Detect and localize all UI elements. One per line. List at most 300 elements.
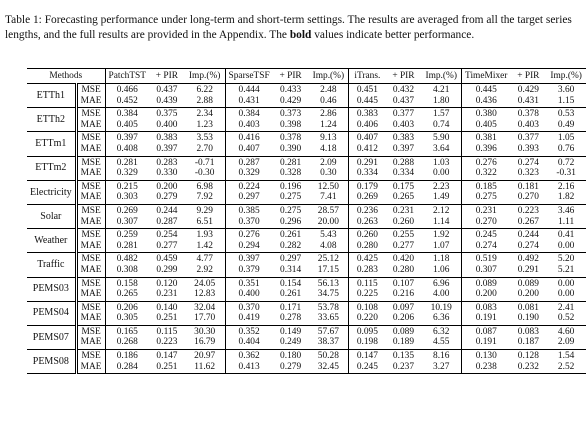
- cell-itrans-imp: 1.92: [433, 230, 450, 241]
- cell-timemixer-base: 0.245: [462, 229, 511, 241]
- metric-name: MAE: [76, 241, 105, 253]
- cell-timemixer-base: 0.405: [462, 120, 511, 132]
- pir-header-itrans: + PIR: [386, 69, 422, 84]
- cell-itrans-imp: 3.64: [421, 144, 461, 156]
- group-header-sparsetsf: SparseTSF: [225, 69, 273, 84]
- cell-sparsetsf-pir: 0.261: [273, 289, 309, 301]
- cell-sparsetsf-imp: 2.86: [320, 109, 337, 120]
- cell-sparsetsf-imp: 2.48: [320, 85, 337, 95]
- cell-itrans-imp: 1.14: [421, 217, 461, 229]
- cell-timemixer-base: 0.445: [462, 84, 511, 96]
- cell-sparsetsf-pir: 0.314: [273, 265, 309, 277]
- cell-sparsetsf-base: 0.403: [225, 120, 273, 132]
- caption-text-start: Table 1: Forecasting performance under long-term and short-term settings. The results are averaged from all the target series lengths, and the full results are provided in the Appendix. The: [5, 14, 572, 41]
- cell-patchtst-pir: 0.251: [149, 362, 185, 374]
- cell-itrans-imp: 10.19: [430, 302, 452, 313]
- cell-timemixer-imp: 0.00: [546, 241, 586, 253]
- cell-timemixer-pir: 0.081: [517, 302, 539, 313]
- cell-itrans-imp: 1.80: [421, 96, 461, 108]
- imp-header-itrans: Imp.(%): [421, 69, 461, 84]
- cell-patchtst-pir: 0.244: [156, 205, 178, 216]
- metric-name: MAE: [76, 217, 105, 229]
- cell-itrans-imp: 1.03: [433, 157, 450, 168]
- cell-timemixer-imp: 5.21: [546, 265, 586, 277]
- cell-timemixer-base: 0.274: [462, 241, 511, 253]
- table-row: [27, 96, 586, 108]
- cell-itrans-pir: 0.280: [386, 265, 422, 277]
- cell-timemixer-base: 0.275: [462, 192, 511, 204]
- table-row: [27, 289, 586, 301]
- cell-patchtst-imp: 4.77: [196, 254, 213, 265]
- cell-patchtst-imp: 3.53: [196, 133, 213, 144]
- cell-sparsetsf-imp: 20.00: [309, 217, 349, 229]
- imp-header-patchtst: Imp.(%): [185, 69, 225, 84]
- cell-sparsetsf-pir: 0.275: [280, 205, 302, 216]
- cell-sparsetsf-imp: 34.75: [309, 289, 349, 301]
- dataset-name: Solar: [27, 204, 76, 228]
- cell-patchtst-base: 0.165: [105, 325, 149, 337]
- cell-timemixer-pir: 0.270: [510, 192, 546, 204]
- cell-sparsetsf-base: 0.379: [225, 265, 273, 277]
- cell-timemixer-base: 0.185: [462, 180, 511, 192]
- cell-itrans-imp: 4.00: [421, 289, 461, 301]
- header-row: [27, 69, 586, 84]
- cell-patchtst-pir: 0.400: [149, 120, 185, 132]
- metric-name: MAE: [76, 289, 105, 301]
- table-row: [27, 108, 586, 120]
- metric-name: MSE: [76, 301, 105, 313]
- table-row: [27, 168, 586, 180]
- table-row: [27, 325, 586, 337]
- cell-itrans-imp: 4.21: [433, 85, 450, 95]
- cell-itrans-imp: 0.00: [421, 168, 461, 180]
- dataset-name: ETTm2: [27, 156, 76, 180]
- cell-patchtst-base: 0.281: [105, 241, 149, 253]
- table-row: [27, 180, 586, 192]
- cell-sparsetsf-imp: 7.41: [309, 192, 349, 204]
- dataset-name: ETTh1: [27, 84, 76, 108]
- cell-patchtst-pir: 0.375: [156, 109, 178, 120]
- cell-sparsetsf-base: 0.404: [225, 337, 273, 349]
- cell-timemixer-imp: 0.41: [557, 230, 575, 241]
- cell-patchtst-imp: 2.34: [196, 109, 213, 120]
- cell-patchtst-imp: -0.30: [185, 168, 225, 180]
- cell-timemixer-base: 0.087: [462, 325, 511, 337]
- cell-timemixer-imp: 2.09: [546, 337, 586, 349]
- cell-sparsetsf-imp: 17.15: [309, 265, 349, 277]
- metric-name: MAE: [76, 337, 105, 349]
- dataset-name: PEMS04: [27, 301, 76, 325]
- cell-patchtst-base: 0.408: [105, 144, 149, 156]
- cell-timemixer-base: 0.519: [462, 253, 511, 265]
- cell-timemixer-pir: 0.377: [517, 133, 539, 144]
- cell-patchtst-imp: 6.22: [196, 85, 213, 95]
- dataset-name: PEMS03: [27, 277, 76, 301]
- cell-sparsetsf-base: 0.362: [225, 350, 273, 362]
- cell-timemixer-base: 0.436: [462, 96, 511, 108]
- cell-itrans-base: 0.269: [349, 192, 386, 204]
- cell-timemixer-pir: 0.291: [510, 265, 546, 277]
- table-row: [27, 120, 586, 132]
- table-row: [27, 350, 586, 362]
- cell-timemixer-imp: 0.52: [546, 313, 586, 325]
- cell-sparsetsf-base: 0.413: [225, 362, 273, 374]
- cell-sparsetsf-pir: 0.282: [273, 241, 309, 253]
- cell-itrans-pir: 0.175: [392, 181, 414, 192]
- cell-itrans-imp: 1.18: [433, 254, 450, 265]
- cell-itrans-pir: 0.255: [392, 230, 414, 241]
- cell-timemixer-pir: 0.274: [517, 157, 539, 168]
- cell-sparsetsf-imp: 28.57: [317, 205, 339, 216]
- cell-itrans-base: 0.263: [349, 217, 386, 229]
- cell-sparsetsf-base: 0.416: [225, 132, 273, 144]
- cell-itrans-imp: 1.57: [433, 109, 450, 120]
- cell-itrans-base: 0.283: [349, 265, 386, 277]
- cell-sparsetsf-pir: 0.278: [273, 313, 309, 325]
- cell-sparsetsf-base: 0.444: [225, 84, 273, 96]
- cell-patchtst-base: 0.186: [105, 350, 149, 362]
- cell-sparsetsf-imp: 0.46: [309, 96, 349, 108]
- cell-sparsetsf-pir: 0.373: [280, 109, 302, 120]
- cell-itrans-pir: 0.216: [386, 289, 422, 301]
- cell-sparsetsf-imp: 57.67: [317, 326, 339, 337]
- cell-patchtst-imp: 2.92: [185, 265, 225, 277]
- cell-sparsetsf-imp: 5.43: [320, 230, 337, 241]
- metric-name: MSE: [76, 84, 105, 96]
- cell-timemixer-imp: 0.00: [546, 289, 586, 301]
- cell-sparsetsf-base: 0.419: [225, 313, 273, 325]
- cell-patchtst-pir: 0.120: [156, 278, 178, 289]
- cell-patchtst-imp: 2.88: [185, 96, 225, 108]
- cell-patchtst-imp: -0.71: [194, 157, 215, 168]
- dataset-name: ETTm1: [27, 132, 76, 156]
- table-row: [27, 241, 586, 253]
- results-table: [27, 68, 586, 374]
- cell-timemixer-imp: 4.60: [557, 326, 575, 337]
- metric-name: MSE: [76, 204, 105, 216]
- cell-timemixer-pir: 0.323: [510, 168, 546, 180]
- cell-patchtst-imp: 6.98: [196, 181, 213, 192]
- cell-itrans-pir: 0.277: [386, 241, 422, 253]
- cell-patchtst-pir: 0.283: [156, 157, 178, 168]
- cell-itrans-imp: 4.55: [421, 337, 461, 349]
- cell-itrans-base: 0.115: [349, 277, 386, 289]
- cell-patchtst-pir: 0.140: [156, 302, 178, 313]
- cell-sparsetsf-base: 0.224: [225, 180, 273, 192]
- group-header-patchtst: PatchTST: [105, 69, 149, 84]
- cell-timemixer-pir: 0.492: [517, 254, 539, 265]
- cell-timemixer-base: 0.231: [462, 204, 511, 216]
- cell-sparsetsf-pir: 0.279: [273, 362, 309, 374]
- cell-timemixer-imp: 5.20: [557, 254, 575, 265]
- table-row: [27, 132, 586, 144]
- cell-itrans-base: 0.412: [349, 144, 386, 156]
- cell-itrans-base: 0.407: [349, 132, 386, 144]
- pir-header-timemixer: + PIR: [510, 69, 546, 84]
- cell-sparsetsf-base: 0.384: [225, 108, 273, 120]
- cell-itrans-pir: 0.260: [386, 217, 422, 229]
- cell-itrans-base: 0.291: [349, 156, 386, 168]
- cell-itrans-imp: 6.36: [421, 313, 461, 325]
- cell-itrans-pir: 0.097: [392, 302, 414, 313]
- cell-timemixer-base: 0.191: [462, 313, 511, 325]
- cell-patchtst-base: 0.308: [105, 265, 149, 277]
- cell-timemixer-imp: 0.76: [546, 144, 586, 156]
- table-row: [27, 253, 586, 265]
- cell-patchtst-imp: 16.79: [185, 337, 225, 349]
- metric-name: MAE: [76, 144, 105, 156]
- cell-timemixer-base: 0.270: [462, 217, 511, 229]
- cell-sparsetsf-imp: 25.12: [317, 254, 339, 265]
- cell-sparsetsf-pir: 0.171: [280, 302, 302, 313]
- cell-sparsetsf-base: 0.407: [225, 144, 273, 156]
- cell-itrans-pir: 0.135: [392, 351, 414, 362]
- cell-timemixer-base: 0.200: [462, 289, 511, 301]
- table-row: [27, 362, 586, 374]
- table-row: [27, 277, 586, 289]
- cell-timemixer-imp: 0.49: [546, 120, 586, 132]
- dataset-name: PEMS07: [27, 325, 76, 349]
- cell-patchtst-base: 0.265: [105, 289, 149, 301]
- cell-timemixer-pir: 0.083: [517, 326, 539, 337]
- cell-itrans-pir: 0.334: [386, 168, 422, 180]
- cell-timemixer-pir: 0.429: [517, 85, 539, 95]
- metric-name: MSE: [76, 132, 105, 144]
- cell-patchtst-pir: 0.459: [156, 254, 178, 265]
- cell-sparsetsf-imp: 0.30: [309, 168, 349, 180]
- cell-patchtst-imp: 1.23: [185, 120, 225, 132]
- metric-name: MSE: [76, 350, 105, 362]
- group-header-timemixer: TimeMixer: [462, 69, 511, 84]
- cell-sparsetsf-base: 0.329: [225, 168, 273, 180]
- cell-patchtst-base: 0.206: [105, 301, 149, 313]
- metric-name: MAE: [76, 265, 105, 277]
- cell-patchtst-pir: 0.299: [149, 265, 185, 277]
- table-body: [27, 84, 586, 374]
- cell-patchtst-base: 0.482: [105, 253, 149, 265]
- cell-timemixer-imp: 2.16: [557, 181, 575, 192]
- cell-itrans-imp: 3.27: [421, 362, 461, 374]
- cell-sparsetsf-imp: 4.08: [309, 241, 349, 253]
- cell-patchtst-pir: 0.200: [156, 181, 178, 192]
- cell-patchtst-imp: 6.51: [185, 217, 225, 229]
- cell-patchtst-pir: 0.277: [149, 241, 185, 253]
- cell-itrans-imp: 1.06: [421, 265, 461, 277]
- cell-patchtst-base: 0.405: [105, 120, 149, 132]
- dataset-name: Weather: [27, 229, 76, 253]
- cell-patchtst-imp: 7.92: [185, 192, 225, 204]
- cell-itrans-imp: 2.12: [433, 205, 450, 216]
- cell-patchtst-pir: 0.115: [156, 326, 178, 337]
- cell-sparsetsf-imp: 1.24: [309, 120, 349, 132]
- cell-sparsetsf-pir: 0.261: [280, 230, 302, 241]
- cell-patchtst-base: 0.281: [105, 156, 149, 168]
- cell-sparsetsf-base: 0.276: [225, 229, 273, 241]
- cell-sparsetsf-pir: 0.180: [280, 351, 302, 362]
- cell-sparsetsf-pir: 0.281: [280, 157, 302, 168]
- cell-patchtst-imp: 1.42: [185, 241, 225, 253]
- cell-patchtst-base: 0.329: [105, 168, 149, 180]
- cell-patchtst-imp: 17.70: [185, 313, 225, 325]
- cell-sparsetsf-pir: 0.398: [273, 120, 309, 132]
- table-row: [27, 301, 586, 313]
- cell-patchtst-pir: 0.397: [149, 144, 185, 156]
- cell-timemixer-imp: 1.15: [546, 96, 586, 108]
- cell-sparsetsf-imp: 50.28: [317, 351, 339, 362]
- cell-sparsetsf-pir: 0.296: [273, 217, 309, 229]
- cell-timemixer-pir: 0.244: [517, 230, 539, 241]
- caption-text-end: values indicate better performance.: [311, 28, 475, 41]
- dataset-name: Electricity: [27, 180, 76, 204]
- cell-patchtst-pir: 0.279: [149, 192, 185, 204]
- metric-name: MAE: [76, 168, 105, 180]
- metric-name: MSE: [76, 253, 105, 265]
- cell-sparsetsf-pir: 0.378: [280, 133, 302, 144]
- cell-itrans-pir: 0.432: [392, 85, 414, 95]
- cell-timemixer-imp: 1.54: [557, 351, 575, 362]
- cell-sparsetsf-base: 0.287: [225, 156, 273, 168]
- cell-itrans-base: 0.147: [349, 350, 386, 362]
- cell-sparsetsf-pir: 0.297: [280, 254, 302, 265]
- cell-timemixer-imp: 2.41: [557, 302, 575, 313]
- cell-patchtst-base: 0.259: [105, 229, 149, 241]
- cell-patchtst-base: 0.215: [105, 180, 149, 192]
- cell-sparsetsf-imp: 33.65: [309, 313, 349, 325]
- cell-itrans-base: 0.445: [349, 96, 386, 108]
- cell-itrans-pir: 0.397: [386, 144, 422, 156]
- cell-itrans-pir: 0.189: [386, 337, 422, 349]
- metric-name: MAE: [76, 192, 105, 204]
- cell-patchtst-pir: 0.437: [156, 85, 178, 95]
- cell-itrans-base: 0.451: [349, 84, 386, 96]
- cell-itrans-pir: 0.265: [386, 192, 422, 204]
- cell-sparsetsf-pir: 0.390: [273, 144, 309, 156]
- cell-itrans-base: 0.383: [349, 108, 386, 120]
- cell-itrans-pir: 0.237: [386, 362, 422, 374]
- imp-header-timemixer: Imp.(%): [546, 69, 586, 84]
- cell-sparsetsf-pir: 0.149: [280, 326, 302, 337]
- cell-timemixer-base: 0.322: [462, 168, 511, 180]
- cell-sparsetsf-imp: 2.09: [320, 157, 337, 168]
- cell-patchtst-base: 0.307: [105, 217, 149, 229]
- table-row: [27, 204, 586, 216]
- cell-timemixer-pir: 0.378: [517, 109, 539, 120]
- cell-patchtst-base: 0.452: [105, 96, 149, 108]
- pir-header-patchtst: + PIR: [149, 69, 185, 84]
- metric-name: MAE: [76, 96, 105, 108]
- cell-sparsetsf-imp: 32.45: [309, 362, 349, 374]
- cell-patchtst-base: 0.268: [105, 337, 149, 349]
- metric-name: MSE: [76, 156, 105, 168]
- table-header: [27, 69, 586, 84]
- metric-name: MAE: [76, 362, 105, 374]
- cell-timemixer-base: 0.089: [462, 277, 511, 289]
- cell-itrans-base: 0.260: [349, 229, 386, 241]
- cell-timemixer-imp: 2.52: [546, 362, 586, 374]
- cell-itrans-base: 0.425: [349, 253, 386, 265]
- cell-itrans-imp: 5.90: [433, 133, 450, 144]
- cell-patchtst-imp: 1.93: [196, 230, 213, 241]
- cell-timemixer-base: 0.191: [462, 337, 511, 349]
- cell-sparsetsf-base: 0.351: [225, 277, 273, 289]
- cell-itrans-base: 0.108: [349, 301, 386, 313]
- cell-timemixer-imp: 3.60: [557, 85, 575, 95]
- cell-timemixer-pir: 0.393: [510, 144, 546, 156]
- cell-timemixer-imp: 1.82: [546, 192, 586, 204]
- cell-itrans-pir: 0.420: [392, 254, 414, 265]
- metric-name: MSE: [76, 325, 105, 337]
- cell-timemixer-pir: 0.232: [510, 362, 546, 374]
- cell-timemixer-base: 0.381: [462, 132, 511, 144]
- cell-timemixer-pir: 0.431: [510, 96, 546, 108]
- cell-timemixer-base: 0.083: [462, 301, 511, 313]
- cell-patchtst-pir: 0.439: [149, 96, 185, 108]
- cell-itrans-pir: 0.206: [386, 313, 422, 325]
- table-caption: [5, 13, 583, 42]
- cell-timemixer-pir: 0.223: [517, 205, 539, 216]
- table-row: [27, 229, 586, 241]
- cell-patchtst-base: 0.269: [105, 204, 149, 216]
- cell-timemixer-pir: 0.181: [517, 181, 539, 192]
- table-row: [27, 156, 586, 168]
- cell-timemixer-base: 0.130: [462, 350, 511, 362]
- dataset-name: Traffic: [27, 253, 76, 277]
- cell-itrans-base: 0.095: [349, 325, 386, 337]
- cell-sparsetsf-base: 0.431: [225, 96, 273, 108]
- pir-header-sparsetsf: + PIR: [273, 69, 309, 84]
- metric-name: MSE: [76, 108, 105, 120]
- cell-itrans-base: 0.220: [349, 313, 386, 325]
- cell-timemixer-pir: 0.089: [517, 278, 539, 289]
- cell-timemixer-imp: 0.00: [557, 278, 575, 289]
- cell-timemixer-base: 0.307: [462, 265, 511, 277]
- cell-timemixer-pir: 0.274: [510, 241, 546, 253]
- cell-sparsetsf-pir: 0.249: [273, 337, 309, 349]
- cell-itrans-pir: 0.231: [392, 205, 414, 216]
- metric-name: MSE: [76, 277, 105, 289]
- cell-timemixer-imp: 0.72: [557, 157, 575, 168]
- cell-itrans-pir: 0.107: [392, 278, 414, 289]
- cell-sparsetsf-imp: 9.13: [320, 133, 337, 144]
- cell-itrans-base: 0.334: [349, 168, 386, 180]
- cell-timemixer-pir: 0.187: [510, 337, 546, 349]
- cell-sparsetsf-imp: 4.18: [309, 144, 349, 156]
- cell-timemixer-imp: 1.11: [546, 217, 586, 229]
- cell-patchtst-imp: 12.83: [185, 289, 225, 301]
- imp-header-sparsetsf: Imp.(%): [309, 69, 349, 84]
- cell-itrans-imp: 1.07: [421, 241, 461, 253]
- table-row: [27, 192, 586, 204]
- cell-itrans-imp: 6.96: [433, 278, 450, 289]
- table-row: [27, 217, 586, 229]
- cell-timemixer-imp: 1.05: [557, 133, 575, 144]
- cell-sparsetsf-pir: 0.429: [273, 96, 309, 108]
- cell-itrans-pir: 0.403: [386, 120, 422, 132]
- cell-sparsetsf-pir: 0.275: [273, 192, 309, 204]
- metric-name: MAE: [76, 120, 105, 132]
- cell-patchtst-base: 0.284: [105, 362, 149, 374]
- cell-patchtst-pir: 0.251: [149, 313, 185, 325]
- group-header-itrans: iTrans.: [349, 69, 386, 84]
- cell-sparsetsf-base: 0.400: [225, 289, 273, 301]
- cell-sparsetsf-base: 0.385: [225, 204, 273, 216]
- cell-timemixer-base: 0.238: [462, 362, 511, 374]
- cell-patchtst-imp: 20.97: [194, 351, 216, 362]
- cell-patchtst-base: 0.305: [105, 313, 149, 325]
- cell-sparsetsf-imp: 12.50: [317, 181, 339, 192]
- cell-timemixer-pir: 0.403: [510, 120, 546, 132]
- cell-patchtst-pir: 0.330: [149, 168, 185, 180]
